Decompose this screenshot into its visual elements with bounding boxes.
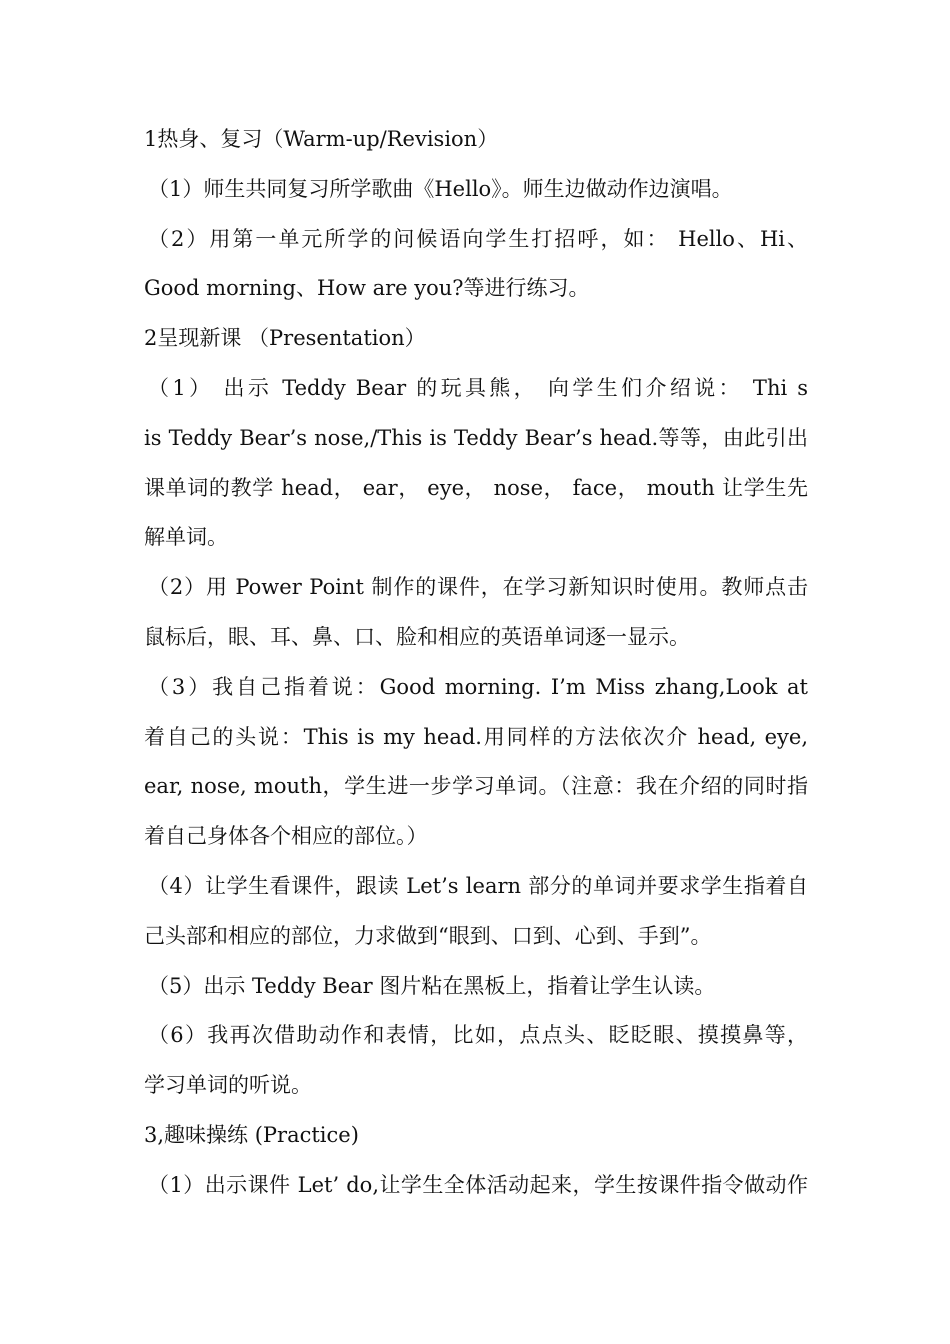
paragraph-line: is Teddy Bear’s nose,/This is Teddy Bear’s head.等等，由此引出 xyxy=(144,425,808,450)
paragraph-line: 着自己身体各个相应的部位。） xyxy=(144,824,428,849)
paragraph-line: （1）出示课件 Let’ do,让学生全体活动起来，学生按课件指令做动作 xyxy=(148,1172,808,1197)
paragraph-line: ear, nose, mouth，学生进一步学习单词。（注意：我在介绍的同时指 xyxy=(144,774,808,799)
paragraph-line: （6）我再次借助动作和表情，比如，点点头、眨眨眼、摸摸鼻等， xyxy=(148,1023,808,1048)
paragraph-line: （4）让学生看课件，跟读 Let’s learn 部分的单词并要求学生指着自 xyxy=(148,873,808,898)
paragraph-line: 课单词的教学 head， ear， eye， nose， face， mouth 让学生先 xyxy=(144,475,808,500)
paragraph-line: 解单词。 xyxy=(144,525,228,550)
paragraph-line: （2）用第一单元所学的问候语向学生打招呼，如： Hello、Hi、 xyxy=(148,226,808,251)
paragraph-line: （5）出示 Teddy Bear 图片粘在黑板上，指着让学生认读。 xyxy=(148,973,716,998)
document-body xyxy=(144,115,808,1211)
section-heading-practice: 3,趣味操练 (Practice) xyxy=(144,1122,359,1147)
paragraph-line: 鼠标后，眼、耳、鼻、口、脸和相应的英语单词逐一显示。 xyxy=(144,624,690,649)
paragraph-line: （3）我自己指着说：Good morning. I’m Miss zhang,Look at xyxy=(148,674,808,699)
paragraph-line: 己头部和相应的部位，力求做到“眼到、口到、心到、手到”。 xyxy=(144,923,712,948)
section-heading-warmup: 1热身、复习（Warm-up/Revision） xyxy=(144,127,499,151)
paragraph-line: 学习单词的听说。 xyxy=(144,1073,312,1098)
section-heading-presentation: 2呈现新课 （Presentation） xyxy=(144,326,426,351)
paragraph-line: （2）用 Power Point 制作的课件，在学习新知识时使用。教师点击 xyxy=(148,575,808,600)
paragraph-line: Good morning、How are you?等进行练习。 xyxy=(144,276,590,301)
paragraph-line: 着自己的头说：This is my head.用同样的方法依次介 head, eye, xyxy=(144,724,808,749)
paragraph-line: （1）师生共同复习所学歌曲《Hello》。师生边做动作边演唱。 xyxy=(148,176,733,201)
paragraph-line: （1） 出示 Teddy Bear 的玩具熊， 向学生们介绍说： Thi s xyxy=(148,375,808,400)
